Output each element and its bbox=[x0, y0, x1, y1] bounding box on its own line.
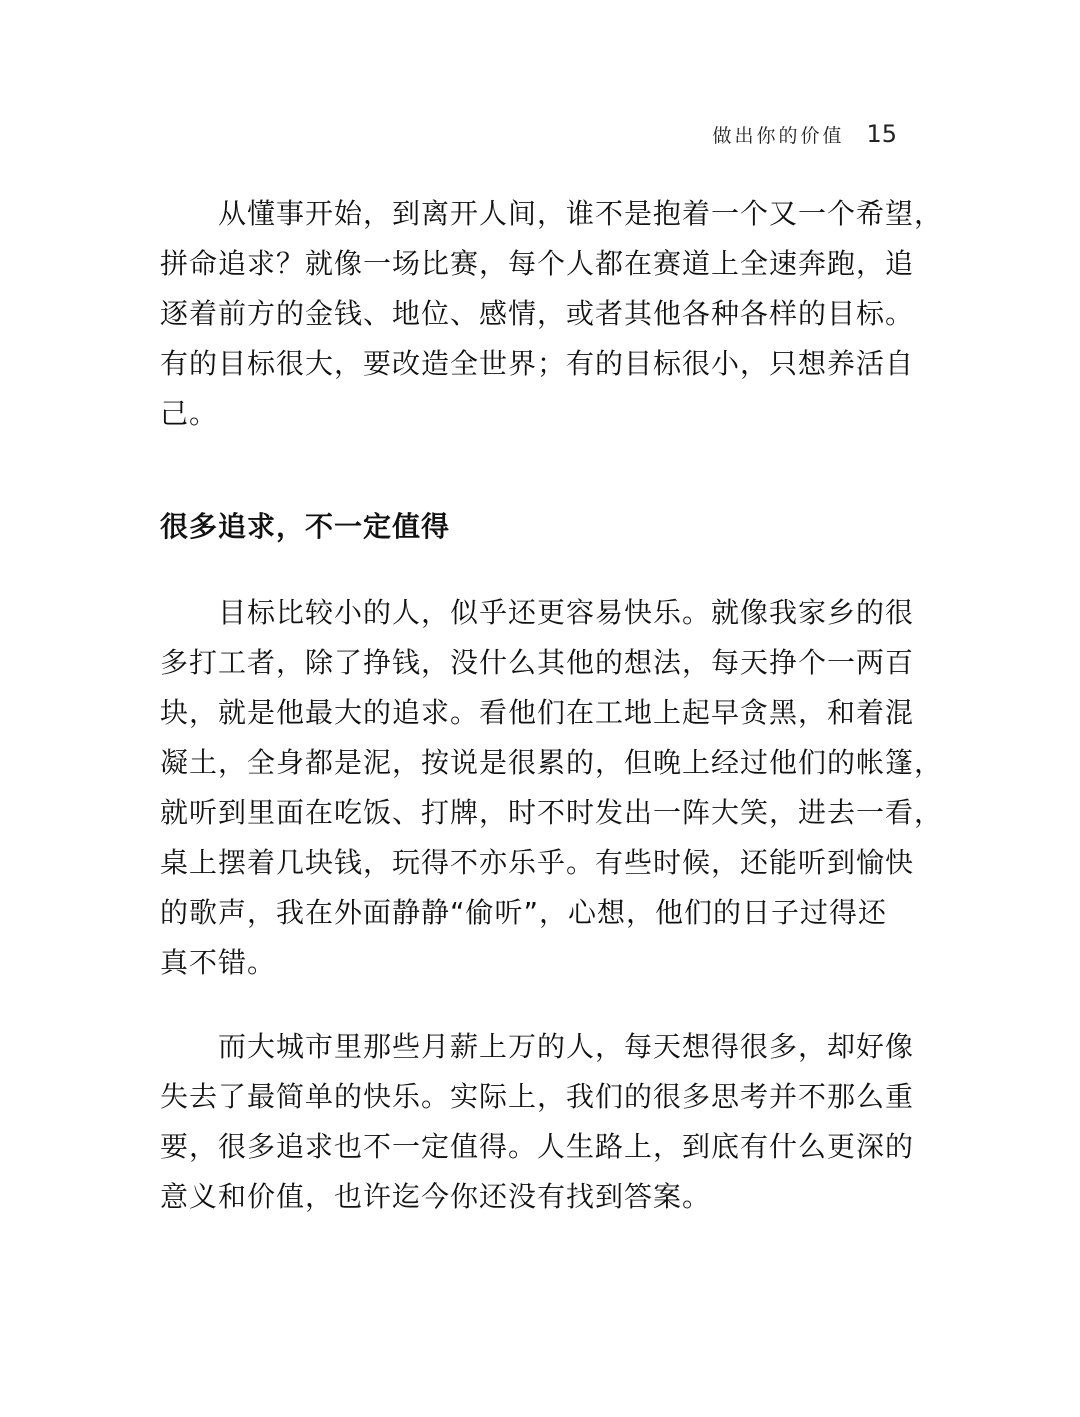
section-heading: 很多追求，不一定值得 bbox=[160, 510, 451, 543]
paragraph-3 bbox=[160, 1022, 915, 1222]
paragraph-1 bbox=[160, 189, 944, 439]
text-line: 而大城市里那些月薪上万的人，每天想得很多，却好像 bbox=[218, 1030, 915, 1063]
chapter-title: 做出你的价值 bbox=[712, 125, 845, 147]
text-line: 多打工者，除了挣钱，没什么其他的想法，每天挣个一两百 bbox=[160, 646, 915, 679]
running-header bbox=[712, 120, 897, 148]
text-line: 有的目标很大，要改造全世界；有的目标很小，只想养活自 bbox=[160, 347, 915, 380]
text-line: 失去了最简单的快乐。实际上，我们的很多思考并不那么重 bbox=[160, 1080, 915, 1113]
text-line: 真不错。 bbox=[160, 946, 277, 979]
page-number: 15 bbox=[866, 120, 897, 148]
text-line: 块，就是他最大的追求。看他们在工地上起早贪黑，和着混 bbox=[160, 696, 915, 729]
text-line: 意义和价值，也许迄今你还没有找到答案。 bbox=[160, 1180, 712, 1213]
text-line: 己。 bbox=[160, 397, 219, 430]
text-line: 桌上摆着几块钱，玩得不亦乐乎。有些时候，还能听到愉快 bbox=[160, 846, 915, 879]
text-line: 要，很多追求也不一定值得。人生路上，到底有什么更深的 bbox=[160, 1130, 915, 1163]
text-line: 逐着前方的金钱、地位、感情，或者其他各种各样的目标。 bbox=[160, 297, 915, 330]
text-line: 拼命追求？就像一场比赛，每个人都在赛道上全速奔跑，追 bbox=[160, 247, 915, 280]
paragraph-2 bbox=[160, 588, 944, 988]
text-line: 的歌声，我在外面静静“偷听”，心想，他们的日子过得还 bbox=[160, 896, 888, 929]
text-line: 凝土，全身都是泥，按说是很累的，但晚上经过他们的帐篷， bbox=[160, 746, 944, 779]
text-line: 从懂事开始，到离开人间，谁不是抱着一个又一个希望， bbox=[218, 197, 944, 230]
text-line: 就听到里面在吃饭、打牌，时不时发出一阵大笑，进去一看， bbox=[160, 796, 944, 829]
text-line: 目标比较小的人，似乎还更容易快乐。就像我家乡的很 bbox=[218, 596, 915, 629]
